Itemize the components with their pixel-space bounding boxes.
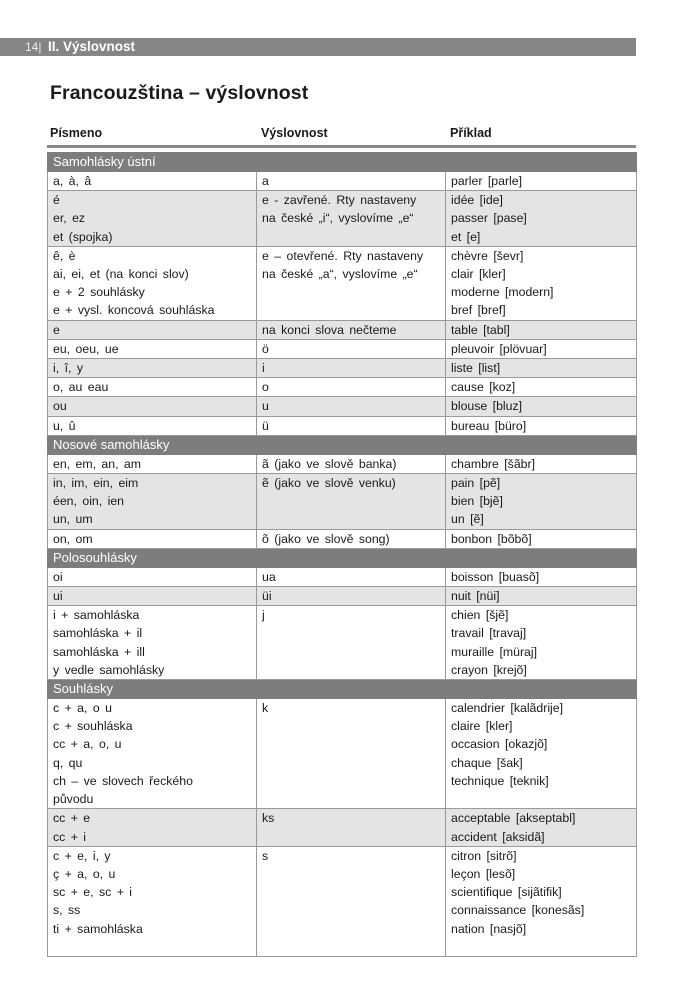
- cell-line: citron [sitrõ]: [451, 848, 517, 863]
- letter-cell: [48, 172, 257, 191]
- cell-line: s: [262, 848, 269, 863]
- cell-line: technique [teknik]: [451, 773, 549, 788]
- example-cell: [446, 606, 637, 680]
- table-row: [48, 339, 637, 358]
- pronunciation-cell: [257, 339, 446, 358]
- cell-line: ti + samohláska: [53, 921, 143, 936]
- pronunciation-cell: [257, 378, 446, 397]
- cell-line: parler [parle]: [451, 174, 523, 188]
- cell-line: boisson [buasõ]: [451, 569, 540, 584]
- cell-line: y vedle samohlásky: [53, 662, 165, 677]
- column-header-pronunciation: Výslovnost: [261, 126, 328, 140]
- cell-line: ai, ei, et (na konci slov): [53, 267, 189, 282]
- cell-line: cc + i: [53, 829, 87, 844]
- example-cell: [446, 359, 637, 378]
- cell-line: connaissance [konesãs]: [451, 903, 585, 918]
- cell-line: nuit [nüi]: [451, 589, 500, 604]
- table-row: [48, 246, 637, 320]
- table-row: [48, 587, 637, 606]
- section-header: [48, 548, 637, 567]
- cell-line: ui: [53, 589, 63, 604]
- cell-line: na konci slova nečteme: [262, 322, 397, 337]
- example-cell: [446, 846, 637, 956]
- pronunciation-table: [47, 152, 637, 957]
- cell-line: o: [262, 380, 269, 395]
- letter-cell: [48, 339, 257, 358]
- letter-cell: [48, 699, 257, 809]
- cell-line: un [ẽ]: [451, 512, 484, 527]
- cell-line: c + e, i, y: [53, 848, 111, 863]
- cell-line: er, ez: [53, 211, 86, 226]
- chapter-title: II. Výslovnost: [48, 39, 136, 54]
- cell-line: e - zavřené. Rty nastaveny: [262, 193, 417, 208]
- example-cell: [446, 416, 637, 435]
- cell-line: e: [53, 322, 60, 337]
- cell-line: claire [kler]: [451, 719, 513, 734]
- page-number: 14|: [25, 40, 42, 54]
- pronunciation-cell: [257, 454, 446, 473]
- cell-line: ua: [262, 569, 276, 584]
- section-header: [48, 153, 637, 172]
- section-header: [48, 435, 637, 454]
- table-row: [48, 191, 637, 247]
- table-row: [48, 397, 637, 416]
- column-header-example: Příklad: [450, 126, 492, 140]
- table-row: [48, 416, 637, 435]
- pronunciation-cell: [257, 567, 446, 586]
- pronunciation-cell: [257, 191, 446, 247]
- section-title: Nosové samohlásky: [48, 435, 637, 454]
- running-header: [0, 38, 636, 56]
- cell-line: leçon [lesõ]: [451, 866, 516, 881]
- section-header: [48, 680, 637, 699]
- cell-line: occasion [okazjõ]: [451, 737, 548, 752]
- cell-line: o, au eau: [53, 380, 109, 395]
- cell-line: blouse [bluz]: [451, 399, 523, 414]
- cell-line: původu: [53, 792, 94, 807]
- cell-line: moderne [modern]: [451, 285, 554, 300]
- pronunciation-cell: [257, 474, 446, 530]
- cell-line: on, om: [53, 531, 93, 546]
- table-row: [48, 359, 637, 378]
- pronunciation-cell: [257, 246, 446, 320]
- cell-line: pain [pẽ]: [451, 476, 501, 491]
- letter-cell: [48, 397, 257, 416]
- example-cell: [446, 246, 637, 320]
- example-cell: [446, 587, 637, 606]
- cell-line: i + samohláska: [53, 608, 140, 623]
- cell-line: et [e]: [451, 229, 481, 244]
- cell-line: eu, oeu, ue: [53, 341, 119, 356]
- example-cell: [446, 454, 637, 473]
- cell-line: c + souhláska: [53, 719, 133, 734]
- table-row: [48, 846, 637, 956]
- example-cell: [446, 378, 637, 397]
- example-cell: [446, 529, 637, 548]
- cell-line: éen, oin, ien: [53, 494, 125, 509]
- cell-line: ê, è: [53, 248, 76, 263]
- pronunciation-cell: [257, 359, 446, 378]
- pronunciation-cell: [257, 529, 446, 548]
- cell-line: oi: [53, 569, 63, 584]
- cell-line: chaque [šak]: [451, 755, 523, 770]
- cell-line: cause [koz]: [451, 380, 516, 395]
- cell-line: a, à, â: [53, 174, 92, 188]
- letter-cell: [48, 454, 257, 473]
- cell-line: in, im, ein, eim: [53, 476, 139, 491]
- cell-line: nation [nasjõ]: [451, 921, 527, 936]
- cell-line: table [tabl]: [451, 322, 510, 337]
- cell-line: cc + a, o, u: [53, 737, 122, 752]
- letter-cell: [48, 567, 257, 586]
- cell-line: et (spojka): [53, 229, 113, 244]
- cell-line: k: [262, 701, 269, 716]
- cell-line: acceptable [akseptabl]: [451, 811, 576, 826]
- cell-line: ü: [262, 418, 269, 433]
- cell-line: chèvre [ševr]: [451, 248, 524, 263]
- example-cell: [446, 191, 637, 247]
- pronunciation-cell: [257, 320, 446, 339]
- cell-line: e + vysl. koncová souhláska: [53, 303, 215, 318]
- letter-cell: [48, 606, 257, 680]
- cell-line: na české „a“, vyslovíme „e“: [262, 267, 418, 282]
- cell-line: passer [pase]: [451, 211, 527, 226]
- cell-line: cc + e: [53, 811, 91, 826]
- cell-line: liste [list]: [451, 361, 501, 376]
- pronunciation-cell: [257, 416, 446, 435]
- pronunciation-cell: [257, 606, 446, 680]
- example-cell: [446, 474, 637, 530]
- cell-line: pleuvoir [plövuar]: [451, 341, 547, 356]
- table-row: [48, 567, 637, 586]
- table-row: [48, 454, 637, 473]
- cell-line: s, ss: [53, 903, 81, 918]
- cell-line: sc + e, sc + i: [53, 885, 133, 900]
- column-header-letter: Písmeno: [50, 126, 103, 140]
- cell-line: é: [53, 193, 60, 208]
- table-row: [48, 809, 637, 846]
- letter-cell: [48, 474, 257, 530]
- cell-line: ö: [262, 341, 269, 356]
- pronunciation-cell: [257, 397, 446, 416]
- table-row: [48, 529, 637, 548]
- cell-line: ou: [53, 399, 67, 414]
- table-row: [48, 320, 637, 339]
- table-row: [48, 378, 637, 397]
- cell-line: bien [bjẽ]: [451, 494, 503, 509]
- letter-cell: [48, 320, 257, 339]
- letter-cell: [48, 191, 257, 247]
- cell-line: c + a, o u: [53, 701, 112, 716]
- letter-cell: [48, 359, 257, 378]
- cell-line: ch – ve slovech řeckého: [53, 773, 193, 788]
- cell-line: õ (jako ve slově song): [262, 531, 390, 546]
- letter-cell: [48, 587, 257, 606]
- pronunciation-cell: [257, 846, 446, 956]
- cell-line: üi: [262, 589, 272, 604]
- cell-line: i, î, y: [53, 361, 83, 376]
- header-divider: [47, 145, 636, 148]
- cell-line: u: [262, 399, 269, 414]
- section-title: Polosouhlásky: [48, 548, 637, 567]
- example-cell: [446, 567, 637, 586]
- cell-line: e – otevřené. Rty nastaveny: [262, 248, 424, 263]
- example-cell: [446, 809, 637, 846]
- table-row: [48, 172, 637, 191]
- cell-line: clair [kler]: [451, 267, 506, 282]
- pronunciation-cell: [257, 172, 446, 191]
- section-title: Samohlásky ústní: [48, 153, 637, 172]
- cell-line: [53, 938, 256, 956]
- letter-cell: [48, 416, 257, 435]
- section-title: Souhlásky: [48, 680, 637, 699]
- cell-line: chien [šjẽ]: [451, 608, 509, 623]
- cell-line: bureau [büro]: [451, 418, 527, 433]
- example-cell: [446, 339, 637, 358]
- cell-line: muraille [müraj]: [451, 644, 538, 659]
- letter-cell: [48, 809, 257, 846]
- cell-line: na české „i“, vyslovíme „e“: [262, 211, 414, 226]
- cell-line: e + 2 souhlásky: [53, 285, 145, 300]
- page-title: Francouzština – výslovnost: [50, 82, 309, 104]
- example-cell: [446, 699, 637, 809]
- cell-line: scientifique [sijãtifik]: [451, 885, 562, 900]
- example-cell: [446, 320, 637, 339]
- cell-line: q, qu: [53, 755, 83, 770]
- cell-line: un, um: [53, 512, 93, 527]
- table-row: [48, 606, 637, 680]
- pronunciation-cell: [257, 809, 446, 846]
- cell-line: chambre [šãbr]: [451, 456, 536, 471]
- cell-line: ks: [262, 811, 275, 826]
- cell-line: accident [aksidã]: [451, 829, 545, 844]
- table-row: [48, 699, 637, 809]
- example-cell: [446, 172, 637, 191]
- letter-cell: [48, 529, 257, 548]
- cell-line: ã (jako ve slově banka): [262, 456, 397, 471]
- cell-line: j: [262, 608, 265, 623]
- table-row: [48, 474, 637, 530]
- cell-line: en, em, an, am: [53, 456, 142, 471]
- cell-line: u, û: [53, 418, 76, 433]
- cell-line: ç + a, o, u: [53, 866, 116, 881]
- cell-line: idée [ide]: [451, 193, 503, 208]
- pronunciation-cell: [257, 587, 446, 606]
- pronunciation-cell: [257, 699, 446, 809]
- cell-line: bonbon [bõbõ]: [451, 531, 532, 546]
- letter-cell: [48, 246, 257, 320]
- cell-line: samohláska + ill: [53, 644, 145, 659]
- cell-line: bref [bref]: [451, 303, 506, 318]
- cell-line: calendrier [kalãdrije]: [451, 701, 564, 716]
- cell-line: samohláska + il: [53, 626, 143, 641]
- cell-line: a: [262, 174, 269, 188]
- letter-cell: [48, 846, 257, 956]
- cell-line: crayon [krejõ]: [451, 662, 527, 677]
- letter-cell: [48, 378, 257, 397]
- cell-line: travail [travaj]: [451, 626, 527, 641]
- cell-line: i: [262, 361, 265, 376]
- cell-line: ẽ (jako ve slově venku): [262, 476, 396, 491]
- example-cell: [446, 397, 637, 416]
